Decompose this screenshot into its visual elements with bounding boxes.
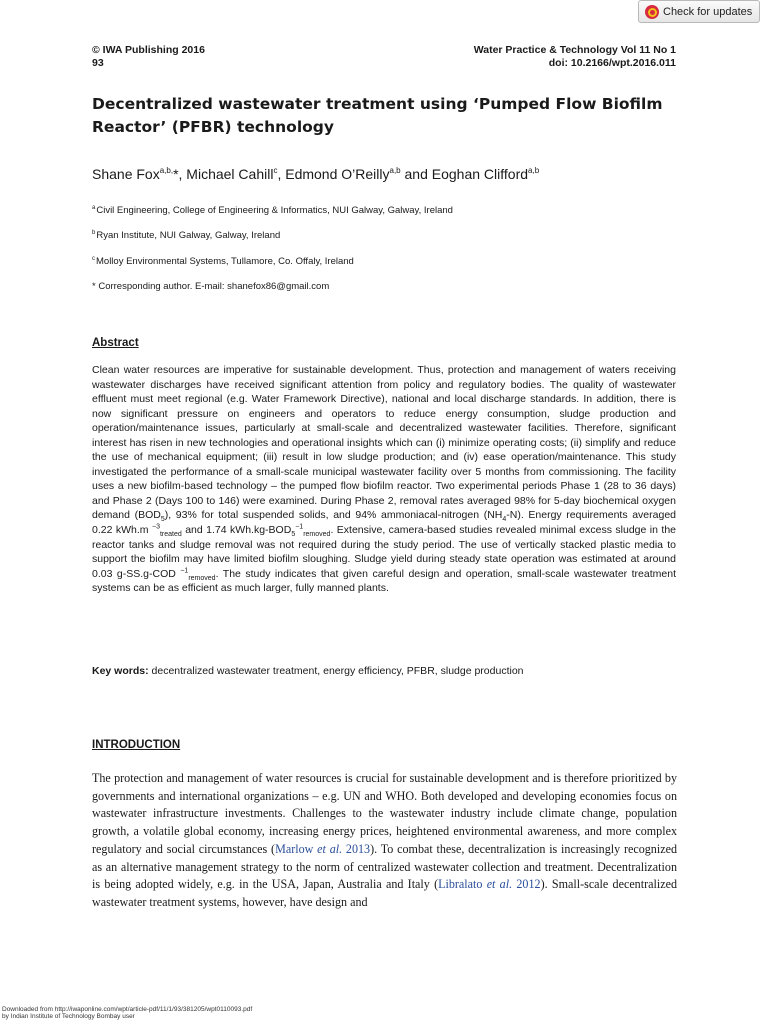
superscript: −1 xyxy=(295,523,304,531)
subscript: removed xyxy=(188,574,216,582)
paper-title xyxy=(92,93,692,139)
author-separator: , xyxy=(277,166,286,182)
citation-etal: et al. xyxy=(486,877,513,892)
keywords xyxy=(92,665,524,677)
subscript: 4 xyxy=(502,516,507,524)
affiliation xyxy=(92,256,354,267)
superscript: −3 xyxy=(151,523,160,531)
body-text: The protection and management of water resources is crucial for sustainable development and is therefore prioritized by governments and international organizations – e.g. UN and WHO. Both developed and developing economies focus on wastewater infrastructure investments. Challenges to the wastewater industry include climate change, population growth, a volatile global economy, increasing energy prices, heightened environmental awareness, and more complex regulatory and social circumstances ( xyxy=(92,771,677,856)
crossmark-icon xyxy=(645,5,659,19)
citation-year: 2013 xyxy=(342,841,371,856)
author-affiliation-mark: c xyxy=(273,166,278,175)
author-affiliation-mark: a,b xyxy=(528,166,540,175)
keywords-label: Key words: xyxy=(92,665,149,677)
affiliation-mark: b xyxy=(92,230,96,236)
publisher-line: © IWA Publishing 2016 xyxy=(92,44,205,56)
author-list: Shane Fox$^{a,b,}$*, Michael Cahill$^c$, Edmond O’Reilly$^{a,b}$ and Eoghan Clifford$^{a,b}$ xyxy=(92,166,540,182)
download-footer xyxy=(2,1006,252,1020)
affiliation-mark: a xyxy=(92,205,96,211)
citation-link[interactable] xyxy=(275,842,370,856)
affiliation-text: Molloy Environmental Systems, Tullamore, Co. Offaly, Ireland xyxy=(96,256,354,267)
doi-line: doi: 10.2166/wpt.2016.011 xyxy=(548,57,676,69)
author-separator: and xyxy=(400,166,432,182)
author-name: Michael Cahill xyxy=(186,166,274,182)
page-number: 93 xyxy=(92,57,104,69)
footer-user-line: by Indian Institute of Technology Bombay user xyxy=(2,1013,135,1020)
journal-line: Water Practice & Technology Vol 11 No 1 xyxy=(473,44,676,56)
author-separator: , xyxy=(178,166,187,182)
abstract-text: and 1.74 kWh.kg-BOD xyxy=(181,524,292,537)
affiliation xyxy=(92,230,280,241)
check-for-updates-button[interactable] xyxy=(638,0,760,23)
abstract-text: -N). Energy requirements averaged 0.22 kWh.m xyxy=(92,509,677,537)
footer-download-line: Downloaded from http://iwaponline.com/wpt/article-pdf/11/1/93/381205/wpt0110093.pdf xyxy=(2,1006,253,1013)
subscript: 5 xyxy=(291,531,296,539)
abstract-text: . The study indicates that given careful design and operation, small-scale wastewater treatment systems can be as efficient as much larger, fully manned plants. xyxy=(92,567,676,595)
citation-link[interactable] xyxy=(438,877,540,891)
abstract-text: ), 93% for total suspended solids, and 94% ammoniacal-nitrogen (NH xyxy=(164,509,503,522)
subscript: 5 xyxy=(160,516,165,524)
running-header-left xyxy=(92,44,205,70)
author-affiliation-mark: a,b, xyxy=(159,166,174,175)
citation-etal: et al. xyxy=(317,841,343,856)
citation-year: 2012 xyxy=(512,877,541,892)
abstract-text: . Extensive, camera-based studies revealed minimal excess sludge in the reactor tanks and sludge removal was not required during the study period. The use of vertically stacked plastic media to support the biofilm may have limited biofilm sloughing. Sludge yield during steady state operation was estimated at around 0.03 g-SS.g-COD xyxy=(92,524,676,580)
title-line-2: Reactor’ (PFBR) technology xyxy=(92,118,334,136)
abstract-body xyxy=(92,363,676,596)
introduction-body xyxy=(92,770,677,912)
corresponding-author xyxy=(92,281,329,292)
author-name: Eoghan Clifford xyxy=(431,166,529,182)
author-affiliation-mark: a,b xyxy=(389,166,401,175)
citation-author: Marlow xyxy=(275,841,318,856)
body-text: ). Small-scale decentralized wastewater treatment systems, however, have design and xyxy=(92,877,677,909)
abstract-text: Clean water resources are imperative for sustainable development. Thus, protection and management of waters receiving wastewater discharges have received significant attention from policy and regulatory bodies. The quality of wastewater effluent must meet regional (e.g. Water Framework Directive), national and local discharge standards. In addition, there is now significant pressure on engineers and operators to reduce energy consumption, sludge production and operation/maintenance issues, particularly at small-scale and decentralized wastewater facilities. Therefore, significant interest has risen in new technologies and operational insights which can (i) minimize operating costs; (ii) simplify and reduce the use of mechanical equipment; (iii) result in low sludge production; and (iv) ease operation/maintenance. This study investigated the performance of a small-scale municipal wastewater facility over 5 months from commissioning. The facility uses a new biofilm-based technology – the pumped flow biofilm reactor. Two experimental periods Phase 1 (28 to 36 days) and Phase 2 (Days 100 to 146) were examined. During Phase 2, removal rates averaged 98% for 5-day biochemical oxygen demand (BOD xyxy=(92,364,676,522)
affiliation xyxy=(92,205,453,216)
author-name: Edmond O’Reilly xyxy=(285,166,390,182)
title-line-1: Decentralized wastewater treatment using ‘Pumped Flow Biofilm xyxy=(92,95,663,113)
affiliation-text: Civil Engineering, College of Engineering & Informatics, NUI Galway, Galway, Ireland xyxy=(96,205,453,216)
running-header-right xyxy=(474,44,676,70)
citation-author: Libralato xyxy=(438,877,487,892)
corresponding-author-text: * Corresponding author. E-mail: shanefox86@gmail.com xyxy=(92,281,330,292)
affiliation-text: Ryan Institute, NUI Galway, Galway, Ireland xyxy=(96,230,281,241)
check-for-updates-label: Check for updates xyxy=(663,5,753,18)
abstract-heading: Abstract xyxy=(92,337,139,349)
keywords-text: decentralized wastewater treatment, energy efficiency, PFBR, sludge production xyxy=(148,665,524,677)
introduction-heading: INTRODUCTION xyxy=(92,739,181,751)
subscript: treated xyxy=(159,531,182,539)
subscript: removed xyxy=(303,531,331,539)
author-name: Shane Fox xyxy=(92,166,160,182)
superscript: −1 xyxy=(180,567,189,575)
affiliation-mark: c xyxy=(92,256,95,262)
body-text: ). To combat these, decentralization is increasingly recognized as an alternative management strategy to the norm of centralized wastewater collection and treatment. Decentralization is being adopted widely, e.g. in the USA, Japan, Australia and Italy ( xyxy=(92,841,677,892)
